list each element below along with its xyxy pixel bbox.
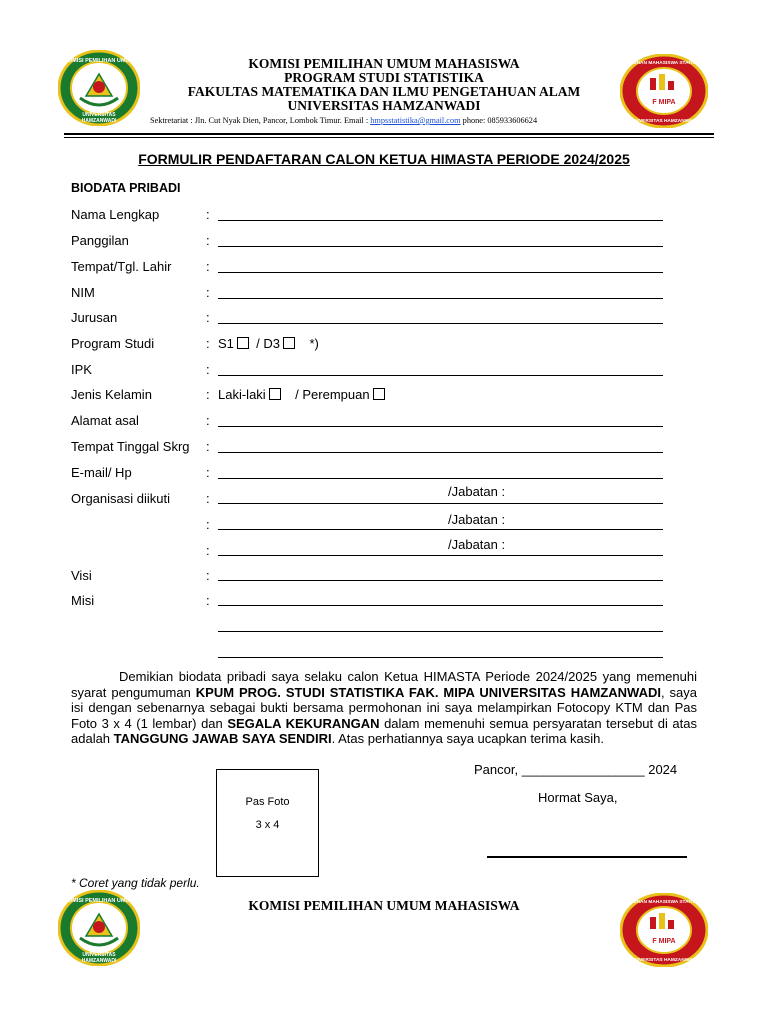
colon: :: [206, 362, 210, 377]
svg-text:F MIPA: F MIPA: [652, 938, 676, 945]
label-visi: Visi: [71, 568, 92, 583]
label-jurusan: Jurusan: [71, 310, 118, 325]
colon: :: [206, 285, 210, 300]
section-heading: BIODATA PRIBADI: [71, 181, 181, 195]
statement-paragraph: [71, 669, 697, 747]
statement-text-1: Demikian biodata pribadi saya selaku calon Ketua HIMASTA Periode 2024/2025 yang memenuhi syarat pengumuman: [71, 669, 697, 700]
footnote: * Coret yang tidak perlu.: [71, 876, 200, 890]
kpum-logo-top: [58, 50, 140, 126]
label-panggilan: Panggilan: [71, 233, 129, 248]
input-visi[interactable]: [218, 580, 663, 581]
label-prodi: Program Studi: [71, 336, 155, 351]
statement-bold-1: KPUM PROG. STUDI STATISTIKA FAK. MIPA UNIVERSITAS HAMZANWADI: [195, 684, 661, 700]
colon: :: [206, 259, 210, 274]
photo-box[interactable]: [216, 769, 319, 877]
colon: :: [206, 310, 210, 325]
kpum-logo-bottom: [58, 890, 140, 966]
svg-text:KOMISI PEMILIHAN UMUM: KOMISI PEMILIHAN UMUM: [64, 898, 134, 904]
jabatan-label: /Jabatan :: [448, 484, 506, 499]
photo-label: Pas Foto: [245, 796, 290, 808]
jabatan-label: /Jabatan :: [448, 512, 506, 527]
himasta-logo-top: [620, 54, 708, 128]
label-alamat: Alamat asal: [71, 413, 139, 428]
header-address: [150, 116, 537, 125]
colon: :: [206, 439, 210, 454]
strike-note: *): [309, 336, 319, 351]
input-tinggal[interactable]: [218, 452, 663, 453]
header-divider: [64, 133, 714, 135]
input-jurusan[interactable]: [218, 323, 663, 324]
header-line-3: FAKULTAS MATEMATIKA DAN ILMU PENGETAHUAN ALAM: [187, 84, 581, 99]
colon: :: [206, 543, 210, 558]
checkbox-s1[interactable]: [237, 337, 249, 349]
himasta-logo-bottom: [620, 893, 708, 967]
kpum-emblem-icon: [58, 890, 140, 966]
colon: :: [206, 233, 210, 248]
label-email: E-mail/ Hp: [71, 465, 132, 480]
jk-options: [218, 387, 385, 402]
input-email[interactable]: [218, 478, 663, 479]
footer-line-1: KOMISI PEMILIHAN UMUM MAHASISWA: [248, 898, 520, 913]
colon: :: [206, 517, 210, 532]
header-divider-thin: [64, 137, 714, 138]
statement-text-4: . Atas perhatiannya saya ucapkan terima kasih.: [331, 731, 605, 746]
svg-text:HIMPUNAN MAHASISWA STATISTIKA: HIMPUNAN MAHASISWA STATISTIKA: [621, 900, 707, 905]
svg-text:F MIPA: F MIPA: [652, 99, 676, 106]
statement-bold-3: TANGGUNG JAWAB SAYA SENDIRI: [113, 731, 332, 746]
label-misi: Misi: [71, 593, 95, 608]
statement-bold-2: SEGALA KEKURANGAN: [227, 715, 380, 731]
label-nama: Nama Lengkap: [71, 207, 160, 222]
colon: :: [206, 465, 210, 480]
himasta-emblem-icon: [620, 893, 708, 967]
kpum-emblem-icon: [58, 50, 140, 126]
svg-text:UNIVERSITAS HAMZANWADI: UNIVERSITAS HAMZANWADI: [630, 119, 698, 124]
svg-text:HIMPUNAN MAHASISWA STATISTIKA: HIMPUNAN MAHASISWA STATISTIKA: [621, 61, 707, 66]
header-line-1: KOMISI PEMILIHAN UMUM MAHASISWA: [248, 56, 520, 71]
svg-text:KOMISI PEMILIHAN UMUM: KOMISI PEMILIHAN UMUM: [64, 58, 134, 64]
label-tinggal: Tempat Tinggal Skrg: [71, 439, 190, 454]
input-panggilan[interactable]: [218, 246, 663, 247]
svg-text:UNIVERSITAS: UNIVERSITAS: [82, 952, 116, 958]
form-title: FORMULIR PENDAFTARAN CALON KETUA HIMASTA PERIODE 2024/2025: [138, 151, 630, 167]
input-misi-2[interactable]: [218, 631, 663, 632]
header-line-2: PROGRAM STUDI STATISTIKA: [284, 70, 484, 85]
label-organisasi: Organisasi diikuti: [71, 491, 170, 506]
phone-text: phone: 085933606624: [460, 116, 538, 125]
himasta-emblem-icon: [620, 54, 708, 128]
input-ipk[interactable]: [218, 375, 663, 376]
svg-text:UNIVERSITAS HAMZANWADI: UNIVERSITAS HAMZANWADI: [630, 958, 698, 963]
statement-text-3: dalam memenuhi semua persyaratan tersebut di atas adalah: [71, 715, 697, 746]
photo-size: 3 x 4: [255, 819, 280, 831]
input-organisasi-2[interactable]: [218, 529, 663, 530]
input-alamat[interactable]: [218, 426, 663, 427]
input-nama[interactable]: [218, 220, 663, 221]
svg-text:UNIVERSITAS: UNIVERSITAS: [82, 112, 116, 118]
colon: :: [206, 491, 210, 506]
checkbox-perempuan[interactable]: [373, 388, 385, 400]
colon: :: [206, 593, 210, 608]
email-link[interactable]: hmpsstatistika@gmail.com: [370, 116, 461, 125]
header-line-4: UNIVERSITAS HAMZANWADI: [287, 98, 481, 113]
svg-text:HAMZANWADI: HAMZANWADI: [81, 958, 117, 964]
colon: :: [206, 207, 210, 222]
label-ipk: IPK: [71, 362, 92, 377]
option-d3-label: / D3: [256, 336, 280, 351]
label-jk: Jenis Kelamin: [71, 387, 152, 402]
option-laki-label: Laki-laki: [218, 387, 266, 402]
option-perempuan-label: / Perempuan: [295, 387, 370, 402]
place-date: Pancor, _________________ 2024: [474, 762, 678, 777]
input-organisasi-3[interactable]: [218, 555, 663, 556]
checkbox-laki[interactable]: [269, 388, 281, 400]
checkbox-d3[interactable]: [283, 337, 295, 349]
input-organisasi-1[interactable]: [218, 503, 663, 504]
statement-text-2: , saya isi dengan sebenarnya sebagai bukti bersama permohonan ini saya melampirkan Fotocopy KTM dan Pas Foto 3 x 4 (1 lembar) dan: [71, 684, 698, 731]
input-ttl[interactable]: [218, 272, 663, 273]
svg-text:HAMZANWADI: HAMZANWADI: [81, 118, 117, 124]
input-misi-1[interactable]: [218, 605, 663, 606]
colon: :: [206, 413, 210, 428]
closing-text: Hormat Saya,: [538, 790, 618, 805]
label-nim: NIM: [71, 285, 95, 300]
colon: :: [206, 336, 210, 351]
label-ttl: Tempat/Tgl. Lahir: [71, 259, 172, 274]
input-nim[interactable]: [218, 298, 663, 299]
option-s1-label: S1: [218, 336, 234, 351]
address-text: Sektretariat : Jln. Cut Nyak Dien, Pancor, Lombok Timur. Email :: [150, 116, 371, 125]
input-misi-3[interactable]: [218, 657, 663, 658]
colon: :: [206, 568, 210, 583]
colon: :: [206, 387, 210, 402]
prodi-options: [218, 336, 319, 351]
jabatan-label: /Jabatan :: [448, 537, 506, 552]
signature-line[interactable]: [487, 856, 687, 858]
